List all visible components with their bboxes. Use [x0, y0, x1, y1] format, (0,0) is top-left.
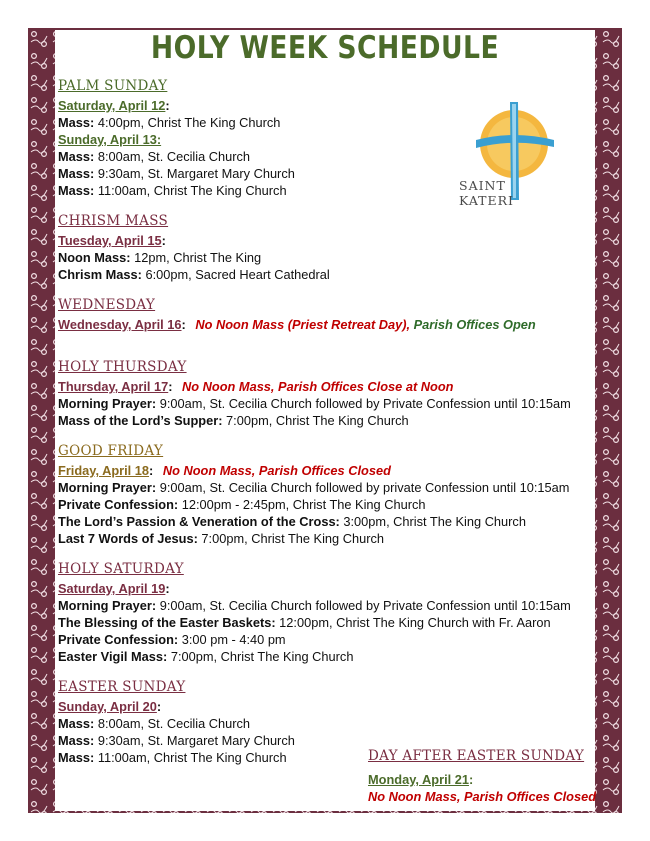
event-label: Mass: [58, 183, 95, 198]
event-details: 9:30am, St. Margaret Mary Church [94, 166, 295, 181]
date-row: Sunday, April 20: [58, 699, 162, 714]
logo-text-right: KATERI [459, 193, 514, 208]
notice-red: No Noon Mass, Parish Offices Closed [368, 789, 597, 804]
schedule-line [58, 148, 598, 165]
date-row [58, 131, 598, 148]
schedule-line [58, 479, 598, 496]
schedule-line [58, 648, 598, 665]
event-label: The Blessing of the Easter Baskets: [58, 615, 276, 630]
date-row: Tuesday, April 15: [58, 233, 166, 248]
notice-green: Parish Offices Open [410, 317, 536, 332]
event-label: Mass: [58, 750, 95, 765]
event-details: 7:00pm, Christ The King Church [167, 649, 354, 664]
schedule-line [58, 266, 598, 283]
notice-red: No Noon Mass, Parish Offices Closed [159, 463, 391, 478]
schedule-line [58, 631, 598, 648]
schedule-line [58, 114, 598, 131]
date-row: Saturday, April 12: [58, 98, 170, 113]
event-label: Chrism Mass: [58, 267, 142, 282]
schedule-line [58, 496, 598, 513]
event-details: 9:00am, St. Cecilia Church followed by private Confession until 10:15am [156, 480, 570, 495]
schedule-line [58, 715, 598, 732]
notice-red: No Noon Mass (Priest Retreat Day), [191, 317, 411, 332]
date-label: Saturday, April 12 [58, 98, 166, 113]
schedule-content [58, 78, 598, 766]
event-details: 12:00pm, Christ The King Church with Fr. Aaron [275, 615, 551, 630]
event-details: 11:00am, Christ The King Church [94, 183, 287, 198]
event-details: 8:00am, St. Cecilia Church [94, 149, 251, 164]
event-label: Mass: [58, 166, 95, 181]
section-title: HOLY SATURDAY [58, 561, 184, 577]
event-details: 3:00pm, Christ The King Church [339, 514, 526, 529]
section-title: GOOD FRIDAY [58, 443, 164, 459]
schedule-line [58, 513, 598, 530]
event-label: Noon Mass: [58, 250, 131, 265]
notice-red: No Noon Mass, Parish Offices Close at Noon [178, 379, 454, 394]
event-label: Easter Vigil Mass: [58, 649, 168, 664]
event-label: Mass of the Lord’s Supper: [58, 413, 223, 428]
schedule-line [58, 395, 598, 412]
event-details: 9:00am, St. Cecilia Church followed by Private Confession until 10:15am [156, 598, 571, 613]
date-row: Thursday, April 17: No Noon Mass, Parish Offices Close at Noon [58, 379, 454, 394]
date-row: Saturday, April 19: [58, 581, 170, 596]
date-label: Saturday, April 19 [58, 581, 166, 596]
section-title: CHRISM MASS [58, 213, 169, 229]
event-label: Private Confession: [58, 497, 179, 512]
event-details: 11:00am, Christ The King Church [94, 750, 287, 765]
event-details: 7:00pm, Christ The King Church [222, 413, 409, 428]
event-details: 7:00pm, Christ The King Church [197, 531, 384, 546]
event-label: Mass: [58, 115, 95, 130]
event-details: 8:00am, St. Cecilia Church [94, 716, 251, 731]
date-label: Thursday, April 17 [58, 379, 169, 394]
section-title: EASTER SUNDAY [58, 679, 186, 695]
date-label: Wednesday, April 16 [58, 317, 182, 332]
event-label: Mass: [58, 149, 95, 164]
section-title: PALM SUNDAY [58, 78, 168, 94]
after-easter-block: DAY AFTER EASTER SUNDAY Monday, April 21: No Noon Mass, Parish Offices Closed [368, 748, 597, 804]
date-label: Sunday, April 20 [58, 699, 157, 714]
logo-text-left: SAINT [459, 178, 506, 193]
event-label: Mass: [58, 733, 95, 748]
schedule-line [58, 249, 598, 266]
section-title: WEDNESDAY [58, 297, 156, 313]
date-label: Monday, April 21 [368, 772, 469, 787]
section-title: DAY AFTER EASTER SUNDAY [368, 748, 585, 764]
event-label: Mass: [58, 716, 95, 731]
schedule-line [58, 165, 598, 182]
event-label: The Lord’s Passion & Veneration of the Cross: [58, 514, 340, 529]
event-details: 12pm, Christ The King [130, 250, 262, 265]
event-label: Morning Prayer: [58, 396, 157, 411]
event-details: 4:00pm, Christ The King Church [94, 115, 281, 130]
date-row: Friday, April 18: No Noon Mass, Parish Offices Closed [58, 463, 391, 478]
event-details: 3:00 pm - 4:40 pm [178, 632, 286, 647]
schedule-line [58, 412, 598, 429]
event-label: Private Confession: [58, 632, 179, 647]
event-label: Morning Prayer: [58, 598, 157, 613]
schedule-line [58, 614, 598, 631]
schedule-line [58, 530, 598, 547]
date-label: Sunday, April 13: [58, 132, 162, 147]
date-label: Friday, April 18 [58, 463, 150, 478]
event-details: 9:00am, St. Cecilia Church followed by Private Confession until 10:15am [156, 396, 571, 411]
section-title: HOLY THURSDAY [58, 359, 187, 375]
date-label: Tuesday, April 15 [58, 233, 162, 248]
schedule-line [58, 182, 598, 199]
event-label: Last 7 Words of Jesus: [58, 531, 198, 546]
event-details: 6:00pm, Sacred Heart Cathedral [141, 267, 330, 282]
event-label: Morning Prayer: [58, 480, 157, 495]
event-details: 9:30am, St. Margaret Mary Church [94, 733, 295, 748]
date-row: Wednesday, April 16: No Noon Mass (Priest Retreat Day), Parish Offices Open [58, 317, 536, 332]
event-details: 12:00pm - 2:45pm, Christ The King Church [178, 497, 426, 512]
schedule-line [58, 732, 598, 749]
schedule-line [58, 597, 598, 614]
page-title: HOLY WEEK SCHEDULE [150, 30, 500, 66]
